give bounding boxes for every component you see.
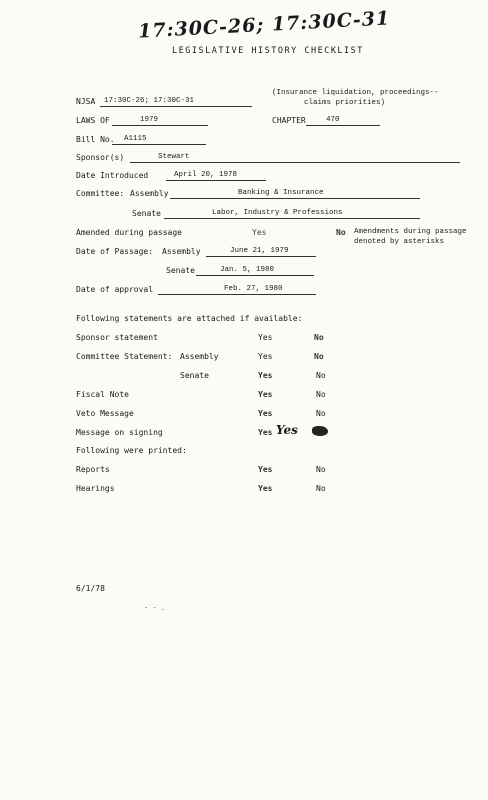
statement-yes-struck: Yes [258,390,273,399]
ink-blot-mark [312,426,328,436]
statement-yes-struck: Yes [258,371,273,380]
statement-row-label: Committee Statement: [76,352,173,361]
footer-mark: - - . [144,604,166,612]
passage-assembly-label: Assembly [162,247,201,256]
statement-yes: Yes [258,333,273,342]
bill-no-value: A1115 [124,135,147,143]
amendments-note-line2: denoted by asterisks [354,238,445,246]
statement-no-struck: No [314,352,324,361]
handwritten-title: 17:30C-26; 17:30C-31 [137,7,391,43]
njsa-label: NJSA [76,97,96,106]
statement-no-struck: No [314,333,324,342]
statement-row-label: Sponsor statement [76,333,158,342]
statement-row-label: Message on signing [76,428,163,437]
laws-underline [112,125,208,126]
subject-line1: (Insurance liquidation, proceedings-- [272,89,439,97]
laws-of-label: LAWS OF [76,116,110,125]
date-introduced-label: Date Introduced [76,171,149,180]
committee-senate-label: Senate [132,209,161,218]
statement-row-label: Senate [180,371,209,380]
passage-senate-value: Jan. 5, 1980 [220,266,275,274]
amended-yes: Yes [252,228,267,237]
printed-row-label: Hearings [76,484,115,493]
bill-underline [112,144,206,145]
date-introduced-underline [166,180,266,181]
date-of-passage-label: Date of Passage: [76,247,154,256]
handwritten-yes: Yes [276,423,298,437]
chapter-value: 470 [326,116,340,124]
laws-of-value: 1979 [140,116,159,124]
senate-committee-underline [164,218,420,219]
chapter-underline [306,125,380,126]
assembly-committee-underline [170,198,420,199]
printed-intro: Following were printed: [76,446,187,455]
footer-initials: 6/1/78 [76,584,105,593]
committee-label: Committee: [76,189,125,198]
statement-row-label: Veto Message [76,409,134,418]
date-of-approval-label: Date of approval [76,285,154,294]
statements-intro: Following statements are attached if available: [76,314,303,323]
subject-line2: claims priorities) [304,99,386,107]
bill-no-label: Bill No. [76,135,115,144]
passage-assembly-value: June 21, 1979 [230,247,289,255]
passage-senate-underline [196,275,314,276]
statement-yes: Yes [258,352,273,361]
sponsor-label: Sponsor(s) [76,153,125,162]
amendments-note: Amendments during passage [354,228,467,236]
statement-no: No [316,409,326,418]
passage-senate-label: Senate [166,266,195,275]
chapter-label: CHAPTER [272,116,306,125]
statement-row-label: Fiscal Note [76,390,129,399]
njsa-underline [100,106,252,107]
printed-row-label: Reports [76,465,110,474]
statement-no: No [316,390,326,399]
amended-no-struck: No [336,228,346,237]
date-introduced-value: April 20, 1978 [174,171,238,179]
printed-no: No [316,465,326,474]
date-of-approval-underline [158,294,316,295]
senate-committee: Labor, Industry & Professions [212,209,343,217]
page-title: LEGISLATIVE HISTORY CHECKLIST [172,46,364,56]
printed-yes-struck: Yes [258,484,273,493]
assembly-committee: Banking & Insurance [238,189,324,197]
committee-assembly-label: Assembly [130,189,169,198]
sponsor-underline [130,162,460,163]
printed-yes-struck: Yes [258,465,273,474]
statement-yes-struck: Yes [258,409,273,418]
statement-row-sub: Assembly [180,352,219,361]
statement-yes-struck: Yes [258,428,273,437]
statement-no: No [316,371,326,380]
passage-assembly-underline [206,256,316,257]
sponsor-value: Stewart [158,153,190,161]
njsa-value: 17:30C-26; 17:30C-31 [104,97,195,105]
printed-no: No [316,484,326,493]
amended-label: Amended during passage [76,228,182,237]
date-of-approval-value: Feb. 27, 1980 [224,285,283,293]
